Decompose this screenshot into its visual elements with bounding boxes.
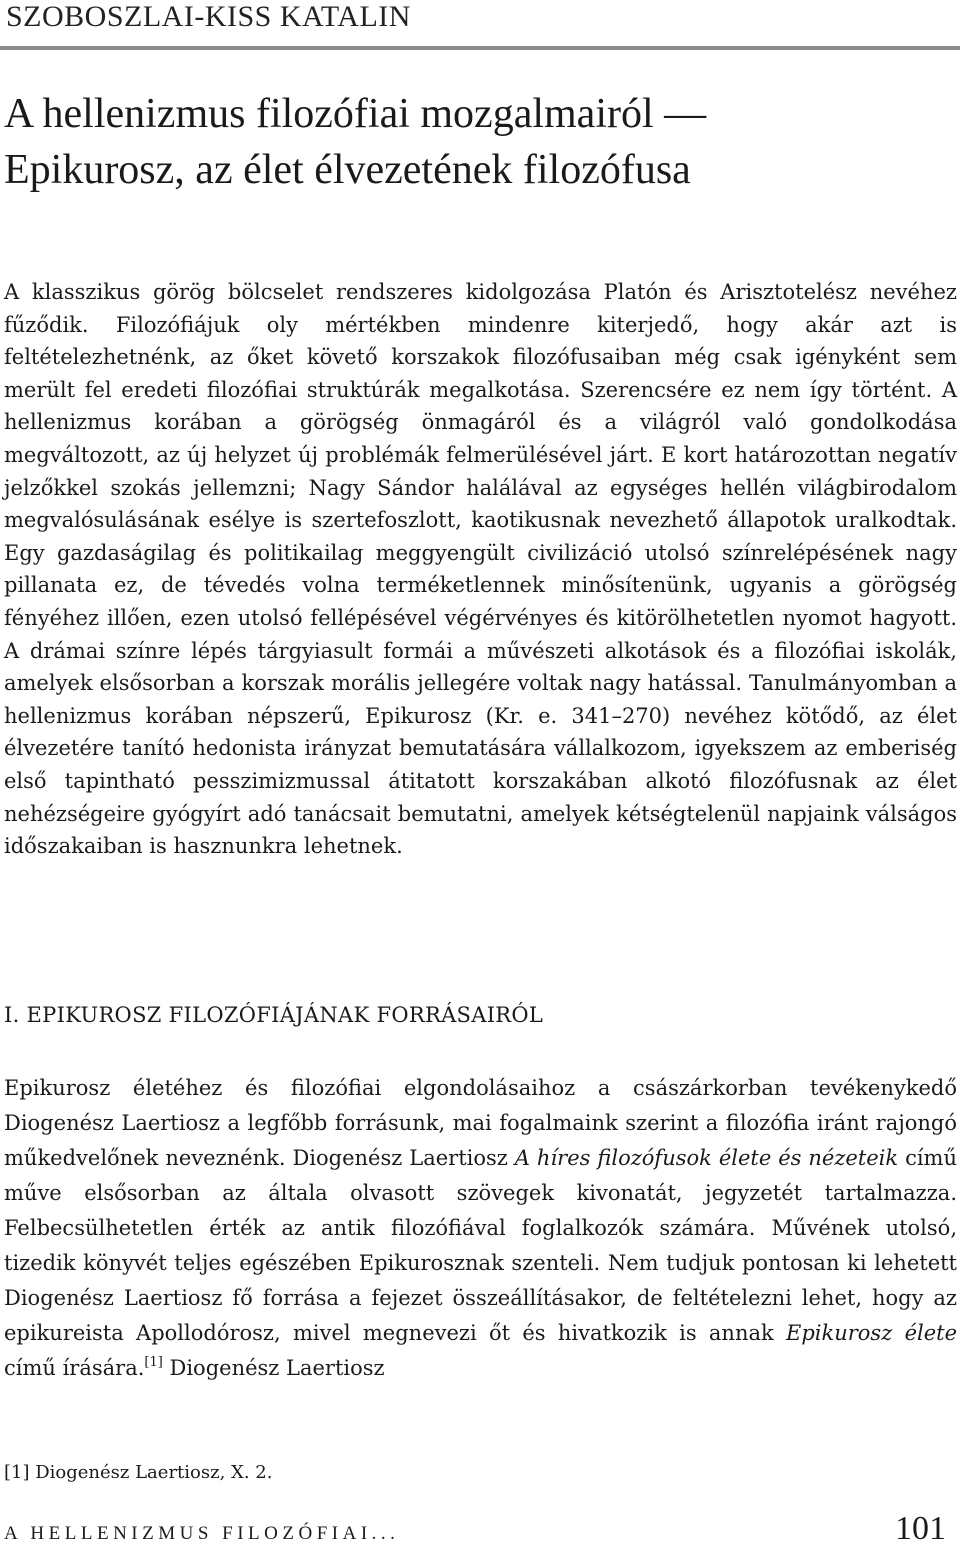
header-rule xyxy=(0,46,960,50)
running-head: A HELLENIZMUS FILOZÓFIAI... xyxy=(4,1523,400,1544)
page-number: 101 xyxy=(895,1510,946,1547)
section-text-part-4: Diogenész Laertiosz xyxy=(162,1356,385,1380)
section-heading: I. EPIKUROSZ FILOZÓFIÁJÁNAK FORRÁSAIRÓL xyxy=(4,1003,544,1027)
footnote: [1] Diogenész Laertiosz, X. 2. xyxy=(4,1462,273,1483)
title-line-1: A hellenizmus filozófiai mozgalmairól — xyxy=(4,91,707,137)
article-title xyxy=(4,86,954,198)
book-title-italic: A híres filozófusok élete és nézeteik xyxy=(514,1146,899,1170)
section-text-part-2: című műve elsősorban az általa olvasott szövegek kivonatát, jegyzetét tartalmazza. Felbecsülhetetlen érték az antik filozófiával foglalkozók számára. Művének utolsó, tizedik könyvét teljes egészében Epikurosznak szenteli. Nem tudjuk pontosan ki lehetett Diogenész Laertiosz fő forrása a fejezet összeállításakor, de feltételezni lehet, hogy az epikureista Apollodórosz, mivel megnevezi őt és hivatkozik is annak xyxy=(4,1146,957,1345)
section-text-part-3: című írására. xyxy=(4,1356,145,1380)
work-title-italic: Epikurosz élete xyxy=(786,1321,958,1345)
author-name: SZOBOSZLAI-KISS KATALIN xyxy=(6,0,411,33)
intro-paragraph: A klasszikus görög bölcselet rendszeres kidolgozása Platón és Arisztotelész nevéhez fűződik. Filozófiájuk oly mértékben mindenre kiterjedő, hogy akár azt is feltételezhetnénk, az őket követő korszakok filozófusaiban még csak igényként sem merült fel eredeti filozófiai struktúrák megalkotása. Szerencsére ez nem így történt. A hellenizmus korában a görögség önmagáról és a világról való gondolkodása megváltozott, az új helyzet új problémák felmerülésével járt. E kort határozottan negatív jelzőkkel szokás jellemzni; Nagy Sándor halálával az egységes hellén világbirodalom megvalósulásának esélye is szertefoszlott, kaotikusnak nevezhető állapotok uralkodtak. Egy gazdaságilag és politikailag meggyengült civilizáció utolsó színrelépésének nagy pillanata ez, de tévedés volna terméketlennek minősítenünk, ugyanis a görögség fényéhez illően, ezen utolsó fellépésével végérvényes és kitörölhetetlen nyomot hagyott. A drámai színre lépés tárgyiasult formái a művészeti alkotások és a filozófiai iskolák, amelyek elsősorban a korszak morális jellegére voltak nagy hatással. Tanulmányomban a hellenizmus korában népszerű, Epikurosz (Kr. e. 341–270) nevéhez kötődő, az élet élvezetére tanító hedonista irányzat bemutatására vállalkozom, igyekszem az emberiség első tapintható pesszimizmussal átitatott korszakában alkotó filozófusnak az élet nehézségeire gyógyírt adó tanácsait bemutatni, amelyek kétségtelenül napjaink válságos időszakaiban is hasznunkra lehetnek. xyxy=(4,280,957,859)
section-text-part-1: Epikurosz életéhez és filozófiai elgondolásaihoz a császárkorban tevékenykedő Diogenész Laertiosz a legfőbb forrásunk, mai fogalmaink szerint a filozófia iránt rajongó műkedvelőnek neveznénk. Diogenész Laertiosz xyxy=(4,1076,957,1170)
title-line-2: Epikurosz, az élet élvezetének filozófusa xyxy=(4,147,691,193)
section-paragraph xyxy=(4,1071,957,1386)
footnote-reference[interactable]: [1] xyxy=(144,1355,163,1370)
